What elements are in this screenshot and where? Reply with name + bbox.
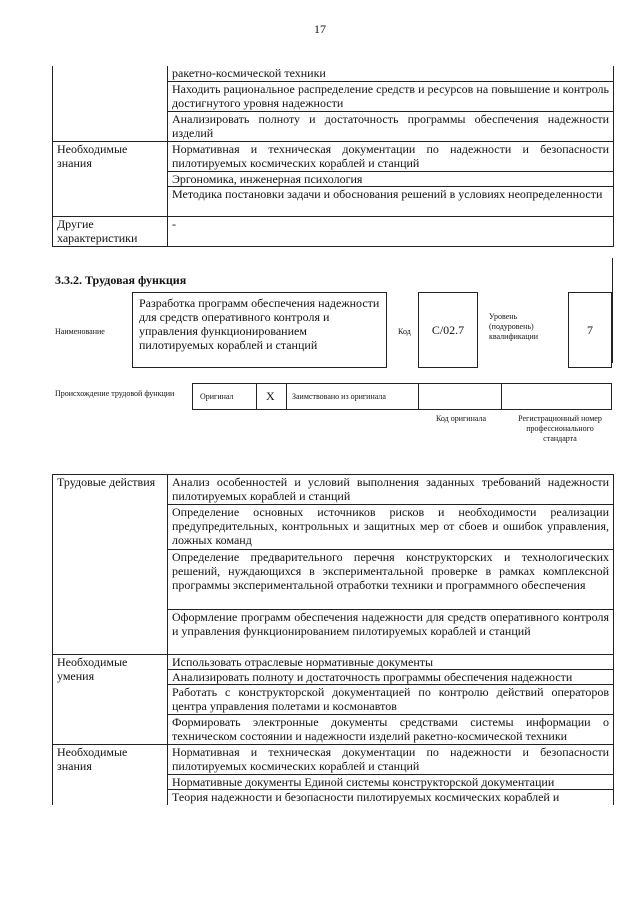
row-label-skills: Необходимые умения xyxy=(53,655,168,745)
original-mark: X xyxy=(266,389,275,403)
table-row: Нормативная и техническая документации по надежности и безопасности пилотируемых космических кораблей и станций xyxy=(168,745,614,775)
code-label: Код xyxy=(398,327,411,336)
table-row: - xyxy=(168,216,614,246)
origin-divider xyxy=(418,383,419,410)
level-value: 7 xyxy=(587,323,593,337)
borrowed-label: Заимствовано из оригинала xyxy=(292,392,386,401)
table-row: ракетно-космической техники xyxy=(168,66,614,81)
origin-label: Происхождение трудовой функции xyxy=(55,389,175,398)
table-label-cell xyxy=(53,66,168,81)
table-row: Находить рациональное распределение средств и ресурсов на повышение и контроль достигнутого уровня надежности xyxy=(168,81,614,111)
table-label-cell xyxy=(53,111,168,141)
table-row: Использовать отраслевые нормативные документы xyxy=(168,655,614,670)
page-border-line xyxy=(612,258,613,363)
origin-divider xyxy=(256,383,257,410)
table-row: Методика постановки задачи и обоснования решений в условиях неопределенности xyxy=(168,186,614,216)
code-value: С/02.7 xyxy=(431,323,465,337)
main-function-table xyxy=(52,474,614,805)
table-label-cell xyxy=(53,81,168,111)
page-number: 17 xyxy=(314,22,326,36)
table-row: Нормативные документы Единой системы конструкторской документации xyxy=(168,775,614,790)
top-requirements-table xyxy=(52,66,614,247)
section-title: 3.3.2. Трудовая функция xyxy=(55,273,187,287)
origin-row xyxy=(192,383,612,410)
code-original-caption: Код оригинала xyxy=(435,414,487,423)
original-label: Оригинал xyxy=(200,392,234,401)
table-row: Формировать электронные документы средствами системы информации о техническом состоянии и надежности изделий ракетно-космической техники xyxy=(168,715,614,745)
table-row: Определение основных источников рисков и необходимости реализации предупредительных, контрольных и защитных мер от сбоев и ошибок управления, ложных команд xyxy=(168,505,614,550)
row-label-knowledge-main: Необходимые знания xyxy=(53,745,168,805)
table-row: Определение предварительного перечня конструкторских и технологических решений, нуждающихся в экспериментальной проверке в рамках комплексной программы экспериментальной отработки техники и программного обеспечения xyxy=(168,550,614,610)
reg-number-caption: Регистрационный номер профессионального стандарта xyxy=(518,414,602,443)
table-row: Нормативная и техническая документации по надежности и безопасности пилотируемых космических кораблей и станций xyxy=(168,141,614,171)
table-row: Теория надежности и безопасности пилотируемых космических кораблей и xyxy=(168,790,614,805)
level-box xyxy=(568,292,612,368)
function-name-box xyxy=(132,292,387,368)
name-label: Наименование xyxy=(55,327,105,336)
row-label-labor-actions: Трудовые действия xyxy=(53,475,168,655)
row-label-other: Другие характеристики xyxy=(53,216,168,246)
table-row: Оформление программ обеспечения надежности для средств оперативного контроля и управления функционированием пилотируемых кораблей и станций xyxy=(168,610,614,655)
function-name: Разработка программ обеспечения надежности для средств оперативного контроля и управления функционированием пилотируемых кораблей и станций xyxy=(139,296,380,352)
origin-divider xyxy=(286,383,287,410)
row-label-knowledge: Необходимые знания xyxy=(53,141,168,216)
table-row: Анализировать полноту и достаточность программы обеспечения надежности xyxy=(168,670,614,685)
table-row: Эргономика, инженерная психология xyxy=(168,171,614,186)
table-row: Работать с конструкторской документацией по контролю действий операторов центра управления полетами и космонавтов xyxy=(168,685,614,715)
origin-divider xyxy=(501,383,502,410)
table-row: Анализировать полноту и достаточность программы обеспечения надежности изделий xyxy=(168,111,614,141)
code-box xyxy=(418,292,478,368)
table-row: Анализ особенностей и условий выполнения заданных требований надежности пилотируемых кораблей и станций xyxy=(168,475,614,505)
level-label: Уровень (подуровень) квалификации xyxy=(489,312,539,341)
